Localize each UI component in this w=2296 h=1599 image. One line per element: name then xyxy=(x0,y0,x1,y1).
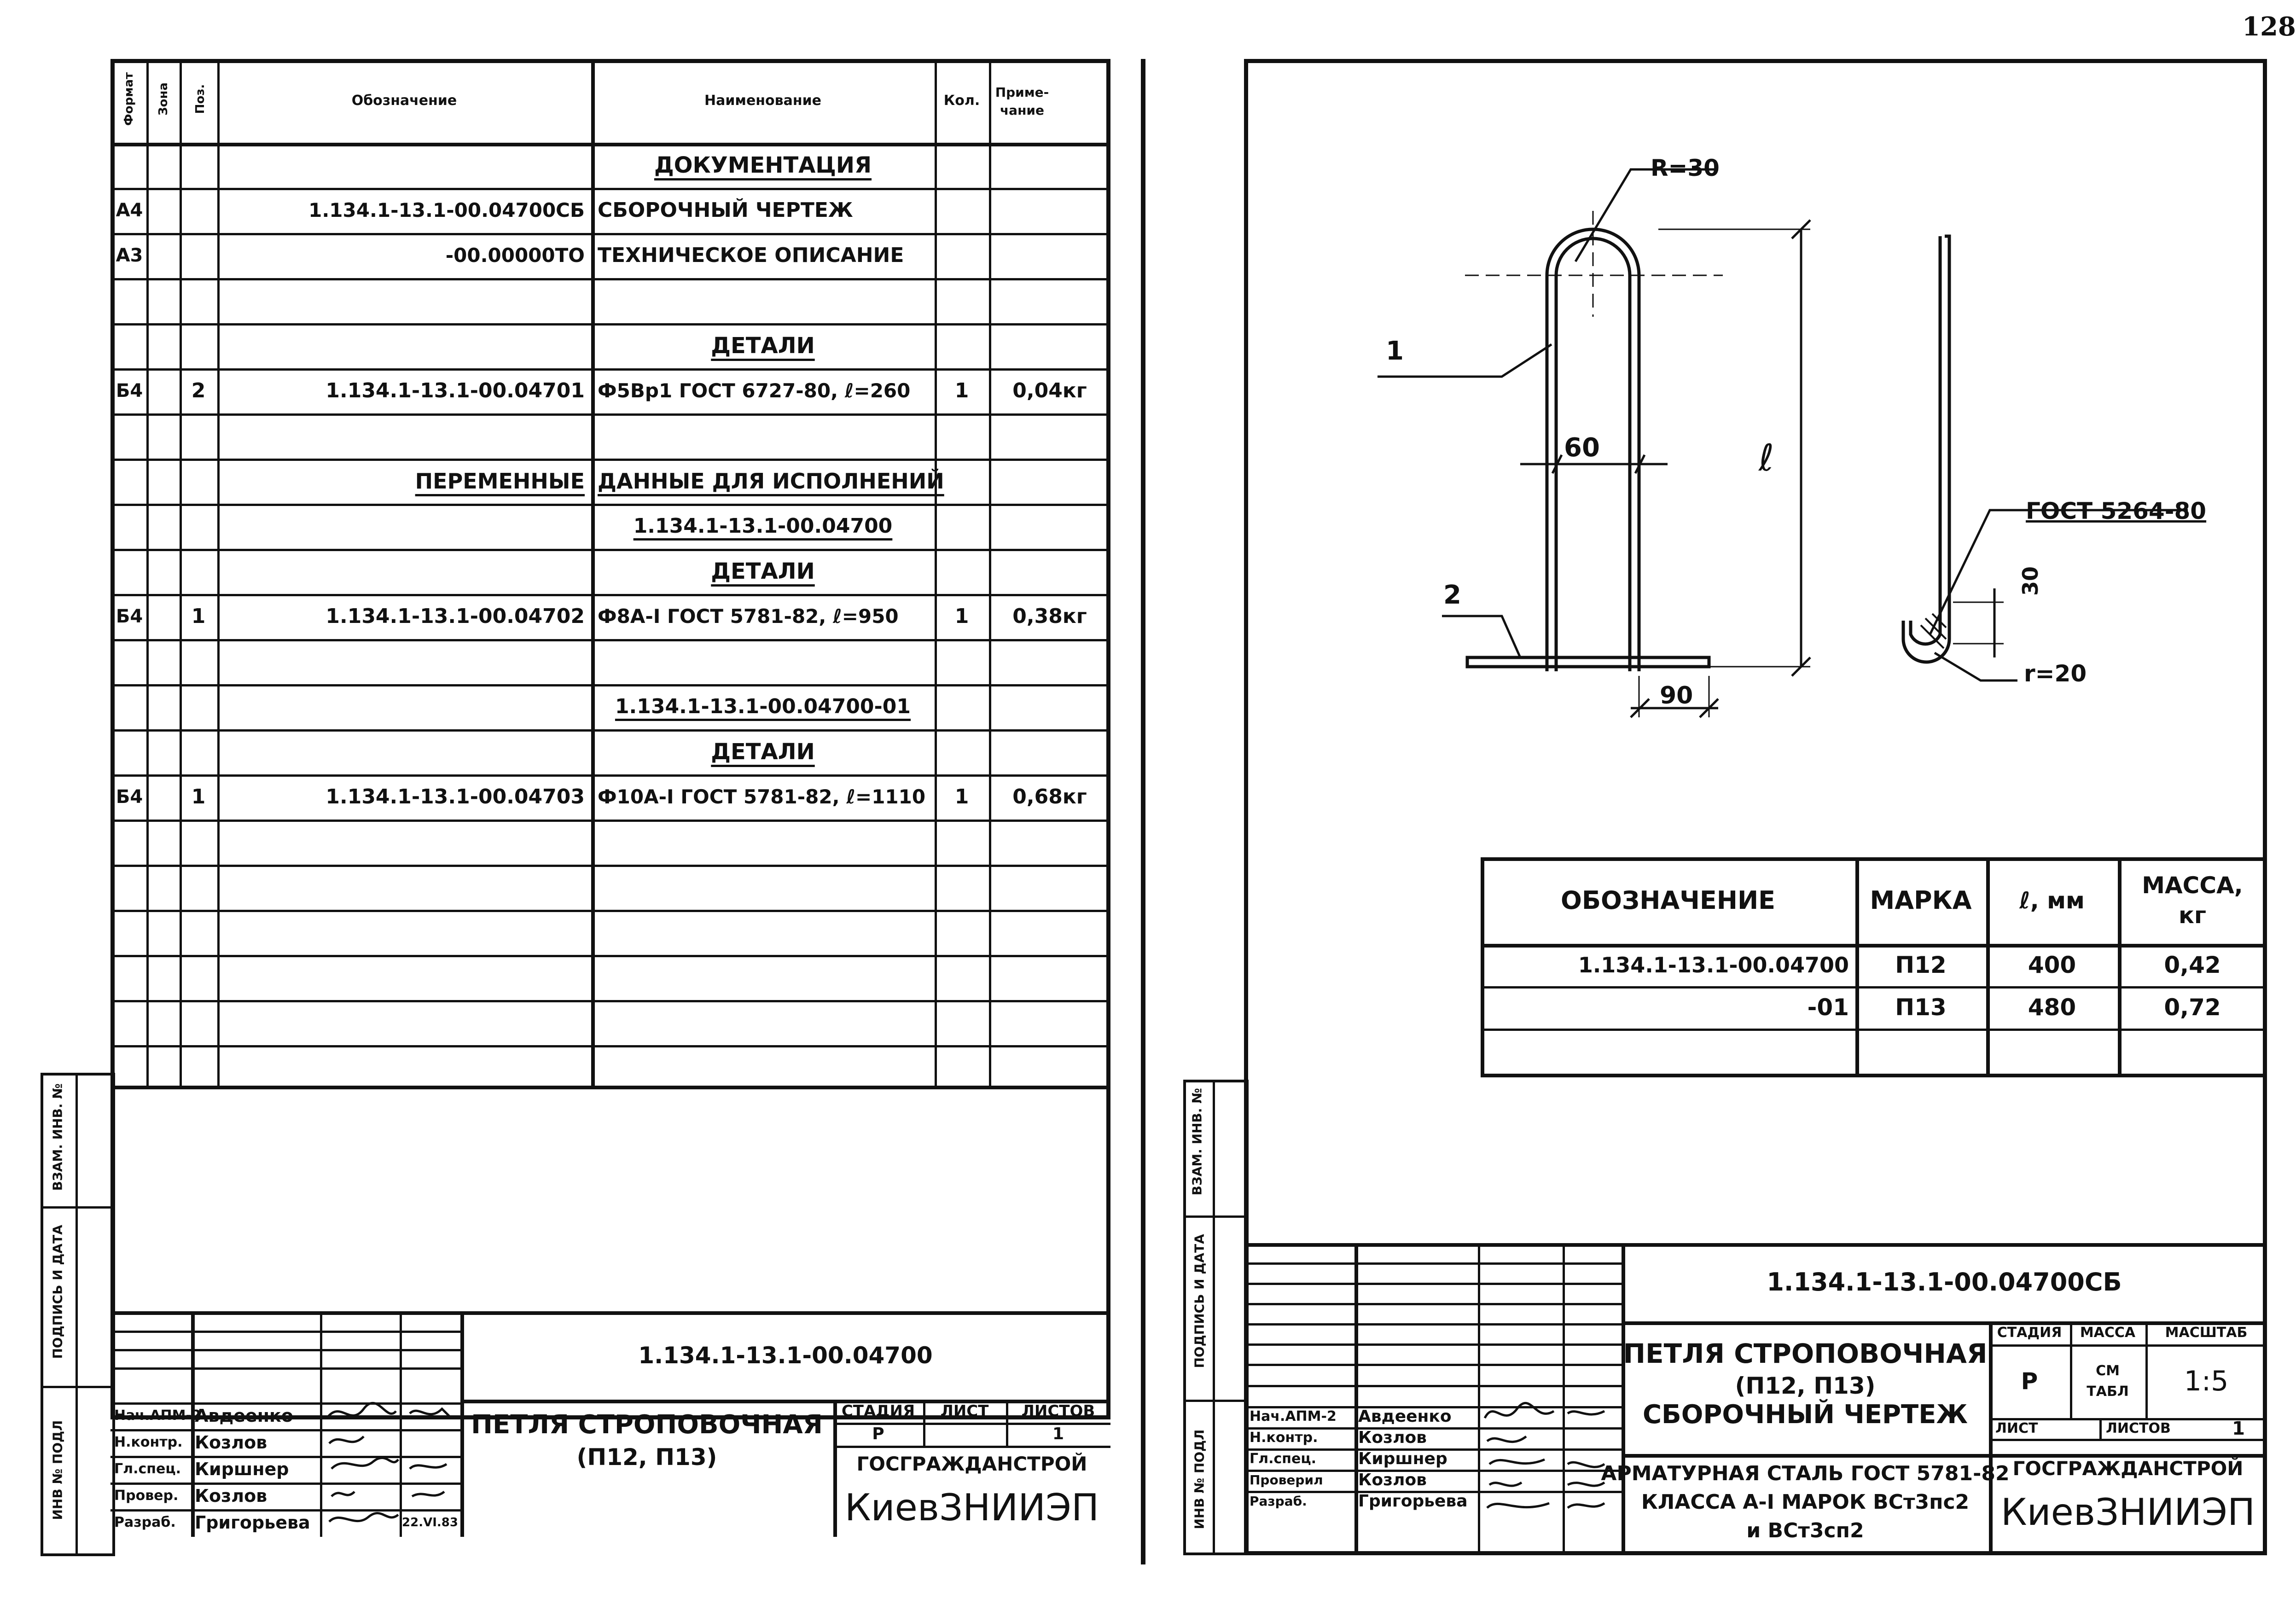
right-sheet-label: ЛИСТ xyxy=(1995,1420,2038,1436)
spec-row-note: 0,68кг xyxy=(1012,785,1087,808)
spec-heading-details: ДЕТАЛИ xyxy=(711,333,815,359)
right-scale-label: МАСШТАБ xyxy=(2165,1325,2248,1341)
right-person-name: Козлов xyxy=(1358,1471,1427,1489)
spec-row-note: 0,38кг xyxy=(1012,605,1087,628)
col-header-pos: Поз. xyxy=(193,84,207,114)
signature-scribbles xyxy=(1480,1400,1618,1519)
right-person-role: Нач.АПМ-2 xyxy=(1250,1408,1337,1425)
side-label-inv: ИНВ № ПОДЛ xyxy=(1192,1429,1207,1529)
spec-row-format: А3 xyxy=(116,245,143,266)
spec-row-qty: 1 xyxy=(954,379,969,402)
left-person-name: Киршнер xyxy=(195,1459,289,1479)
label-foot-90: 90 xyxy=(1660,682,1693,709)
page-number: 128 xyxy=(2242,12,2296,42)
right-person-name: Киршнер xyxy=(1358,1449,1447,1468)
label-leader-1: 1 xyxy=(1386,336,1404,366)
col-header-zone: Зона xyxy=(157,82,170,116)
left-person-role: Н.контр. xyxy=(114,1434,183,1450)
left-sheets-label: ЛИСТОВ xyxy=(1021,1402,1095,1420)
side-label-podpis: ПОДПИСЬ И ДАТА xyxy=(50,1225,65,1359)
spec-heading-details: ДЕТАЛИ xyxy=(711,739,815,765)
table-cell: 400 xyxy=(2028,952,2076,978)
table-header-length: ℓ, мм xyxy=(2019,887,2085,914)
label-bend-radius: r=20 xyxy=(2024,660,2087,687)
spec-row-format: Б4 xyxy=(116,380,143,401)
left-title-line2: (П12, П13) xyxy=(576,1444,717,1471)
col-header-designation: Обозначение xyxy=(351,93,457,109)
spec-row-designation: 1.134.1-13.1-00.04700СБ xyxy=(308,199,585,221)
side-label-inv: ИНВ № ПОДЛ xyxy=(50,1420,65,1520)
table-cell: 1.134.1-13.1-00.04700 xyxy=(1578,953,1849,977)
right-person-name: Козлов xyxy=(1358,1428,1427,1447)
sheet-divider xyxy=(1141,59,1145,1564)
left-stage-label: СТАДИЯ xyxy=(841,1402,915,1420)
right-person-role: Гл.спец. xyxy=(1250,1451,1316,1467)
left-person-date: 22.VI.83 xyxy=(402,1516,458,1529)
right-material-line1: АРМАТУРНАЯ СТАЛЬ ГОСТ 5781-82 xyxy=(1601,1462,2010,1485)
table-cell: -01 xyxy=(1807,994,1849,1021)
left-person-name: Авдеенко xyxy=(195,1406,293,1426)
left-sheet-label: ЛИСТ xyxy=(940,1402,989,1420)
label-gost-weld: ГОСТ 5264-80 xyxy=(2026,498,2207,524)
loop-side-view xyxy=(1903,236,1949,662)
left-person-name: Григорьева xyxy=(195,1512,310,1533)
spec-row-designation: 1.134.1-13.1-00.04702 xyxy=(326,605,585,628)
col-header-name: Наименование xyxy=(704,93,821,109)
right-org2: КиевЗНИИЭП xyxy=(2000,1491,2255,1534)
right-stage-value: Р xyxy=(2021,1368,2038,1395)
spec-heading-variable: ПЕРЕМЕННЫЕ xyxy=(415,469,585,494)
right-person-role: Н.контр. xyxy=(1250,1430,1318,1446)
left-sheets-value: 1 xyxy=(1052,1425,1064,1443)
spec-heading-variable-cont: ДАННЫЕ ДЛЯ ИСПОЛНЕНИЙ xyxy=(598,469,944,494)
right-person-role: Проверил xyxy=(1250,1472,1323,1488)
label-leader-2: 2 xyxy=(1443,580,1461,610)
spec-row-qty: 1 xyxy=(954,785,969,808)
left-person-name: Козлов xyxy=(195,1432,267,1453)
left-person-role: Нач.АПМ-2 xyxy=(114,1407,201,1424)
right-mass-label: МАССА xyxy=(2080,1325,2136,1341)
spec-row-designation: 1.134.1-13.1-00.04703 xyxy=(326,785,585,808)
right-sheets-label: ЛИСТОВ xyxy=(2106,1420,2171,1436)
signature-scribbles xyxy=(322,1400,460,1538)
label-radius: R=30 xyxy=(1651,155,1720,181)
spec-row-note: 0,04кг xyxy=(1012,379,1087,402)
spec-row-format: Б4 xyxy=(116,786,143,808)
right-title-line2: (П12, П13) xyxy=(1735,1372,1876,1399)
table-cell: 0,42 xyxy=(2164,952,2221,978)
right-material-line2: КЛАССА А-I МАРОК ВСт3пс2 xyxy=(1641,1490,1970,1514)
right-title-line3: СБОРОЧНЫЙ ЧЕРТЕЖ xyxy=(1642,1399,1968,1430)
label-length: ℓ xyxy=(1759,436,1774,479)
spec-row-qty: 1 xyxy=(954,605,969,628)
left-person-role: Провер. xyxy=(114,1488,179,1504)
table-header-designation: ОБОЗНАЧЕНИЕ xyxy=(1560,886,1776,915)
spec-row-pos: 2 xyxy=(191,379,206,402)
table-cell: П12 xyxy=(1895,952,1947,978)
right-person-name: Григорьева xyxy=(1358,1492,1468,1511)
spec-row-pos: 1 xyxy=(191,785,206,808)
table-header-mark: МАРКА xyxy=(1870,886,1972,915)
left-person-role: Гл.спец. xyxy=(114,1461,181,1477)
left-sheet-value xyxy=(923,1423,1006,1446)
spec-row-pos: 1 xyxy=(191,605,206,628)
left-stage-value: Р xyxy=(872,1425,884,1443)
spec-row-designation: -00.00000ТО xyxy=(445,244,585,267)
table-cell: П13 xyxy=(1895,994,1947,1021)
right-org1: ГОСГРАЖДАНСТРОЙ xyxy=(2012,1457,2244,1480)
spec-heading-variant-0: 1.134.1-13.1-00.04700 xyxy=(633,514,893,538)
loop-drawing xyxy=(1244,59,2267,750)
right-scale-value: 1:5 xyxy=(2184,1365,2229,1397)
label-weld-30: 30 xyxy=(2018,566,2043,596)
right-mass-value: СМ ТАБЛ xyxy=(2087,1363,2129,1400)
left-org1: ГОСГРАЖДАНСТРОЙ xyxy=(856,1453,1087,1475)
left-title-line1: ПЕТЛЯ СТРОПОВОЧНАЯ xyxy=(471,1410,823,1440)
right-doc-code: 1.134.1-13.1-00.04700СБ xyxy=(1767,1268,2122,1297)
table-cell: 480 xyxy=(2028,994,2076,1021)
right-sheets-value: 1 xyxy=(2232,1418,2245,1439)
right-stage-label: СТАДИЯ xyxy=(1997,1325,2062,1341)
label-width-60: 60 xyxy=(1564,433,1600,463)
left-person-role: Разраб. xyxy=(114,1514,176,1530)
right-person-role: Разраб. xyxy=(1250,1494,1307,1509)
left-doc-code: 1.134.1-13.1-00.04700 xyxy=(638,1342,933,1369)
spec-row-name: ТЕХНИЧЕСКОЕ ОПИСАНИЕ xyxy=(598,244,904,267)
table-cell: 0,72 xyxy=(2164,994,2221,1021)
col-header-qty: Кол. xyxy=(943,93,980,109)
col-header-format: Формат xyxy=(122,72,136,126)
spec-heading-details: ДЕТАЛИ xyxy=(711,558,815,584)
spec-heading-variant-1: 1.134.1-13.1-00.04700-01 xyxy=(615,695,911,718)
left-person-name: Козлов xyxy=(195,1486,267,1506)
left-org2: КиевЗНИИЭП xyxy=(844,1486,1099,1529)
col-header-note: Приме-чание xyxy=(995,84,1049,118)
right-material-line3: и ВСт3сп2 xyxy=(1746,1519,1864,1542)
spec-row-format: Б4 xyxy=(116,606,143,627)
side-label-vzam: ВЗАМ. ИНВ. № xyxy=(1189,1088,1205,1196)
spec-row-name: Ф5Вр1 ГОСТ 6727-80, ℓ=260 xyxy=(598,379,911,402)
right-person-name: Авдеенко xyxy=(1358,1407,1452,1426)
side-label-podpis: ПОДПИСЬ И ДАТА xyxy=(1192,1234,1207,1368)
side-label-vzam: ВЗАМ. ИНВ. № xyxy=(50,1083,65,1191)
spec-row-name: СБОРОЧНЫЙ ЧЕРТЕЖ xyxy=(598,198,853,222)
spec-row-designation: 1.134.1-13.1-00.04701 xyxy=(326,379,585,402)
spec-row-name: Ф8А-I ГОСТ 5781-82, ℓ=950 xyxy=(598,605,899,628)
spec-row-format: А4 xyxy=(116,200,143,221)
spec-heading-documentation: ДОКУМЕНТАЦИЯ xyxy=(654,152,872,178)
spec-row-name: Ф10А-I ГОСТ 5781-82, ℓ=1110 xyxy=(598,785,926,808)
table-header-mass: МАССА, кг xyxy=(2142,872,2243,929)
right-title-line1: ПЕТЛЯ СТРОПОВОЧНАЯ xyxy=(1623,1338,1988,1369)
base-bar xyxy=(1467,657,1709,667)
